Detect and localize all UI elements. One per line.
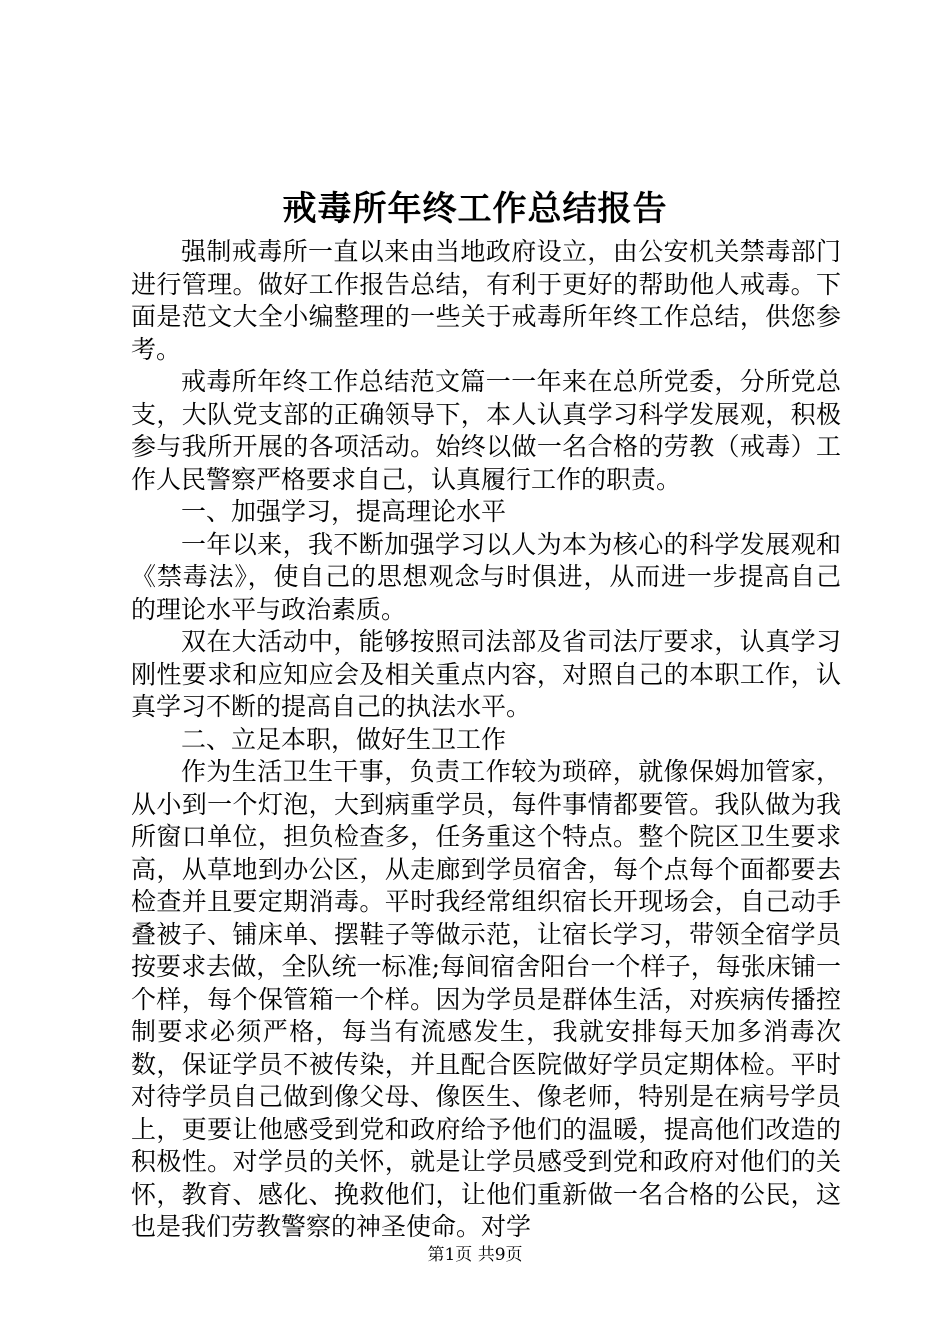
page-footer: 第1页 共9页: [427, 1245, 523, 1265]
body-paragraph: 戒毒所年终工作总结范文篇一一年来在总所党委，分所党总支，大队党支部的正确领导下，本人认真学习科学发展观，积极参与我所开展的各项活动。始终以做一名合格的劳教（戒毒）工作人民警察严格要求自己，认真履行工作的职责。: [131, 367, 841, 494]
body-paragraph: 作为生活卫生干事，负责工作较为琐碎，就像保姆加管家，从小到一个灯泡，大到病重学员，每件事情都要管。我队做为我所窗口单位，担负检查多，任务重这个特点。整个院区卫生要求高，从草地到办公区，从走廊到学员宿舍，每个点每个面都要去检查并且要定期消毒。平时我经常组织宿长开现场会，自己动手叠被子、铺床单、摆鞋子等做示范，让宿长学习，带领全宿学员按要求去做，全队统一标准;每间宿舍阳台一个样子，每张床铺一个样，每个保管箱一个样。因为学员是群体生活，对疾病传播控制要求必须严格，每当有流感发生，我就安排每天加多消毒次数，保证学员不被传染，并且配合医院做好学员定期体检。平时对待学员自己做到像父母、像医生、像老师，特别是在病号学员上，更要让他感受到党和政府给予他们的温暖，提高他们改造的积极性。对学员的关怀，就是让学员感受到党和政府对他们的关怀，教育、感化、挽救他们，让他们重新做一名合格的公民，这也是我们劳教警察的神圣使命。对学: [131, 757, 841, 1241]
document-body: [131, 236, 841, 1244]
page-title: 戒毒所年终工作总结报告: [282, 189, 668, 229]
body-paragraph: 一年以来，我不断加强学习以人为本为核心的科学发展观和《禁毒法》，使自己的思想观念与时俱进，从而进一步提高自己的理论水平与政治素质。: [131, 529, 841, 624]
section-heading: 二、立足本职，做好生卫工作: [181, 724, 507, 754]
section-heading: 一、加强学习，提高理论水平: [181, 497, 507, 526]
body-paragraph: 强制戒毒所一直以来由当地政府设立，由公安机关禁毒部门进行管理。做好工作报告总结，有利于更好的帮助他人戒毒。下面是范文大全小编整理的一些关于戒毒所年终工作总结，供您参考。: [131, 237, 841, 364]
body-paragraph: 双在大活动中，能够按照司法部及省司法厅要求，认真学习刚性要求和应知应会及相关重点内容，对照自己的本职工作，认真学习不断的提高自己的执法水平。: [131, 627, 841, 721]
